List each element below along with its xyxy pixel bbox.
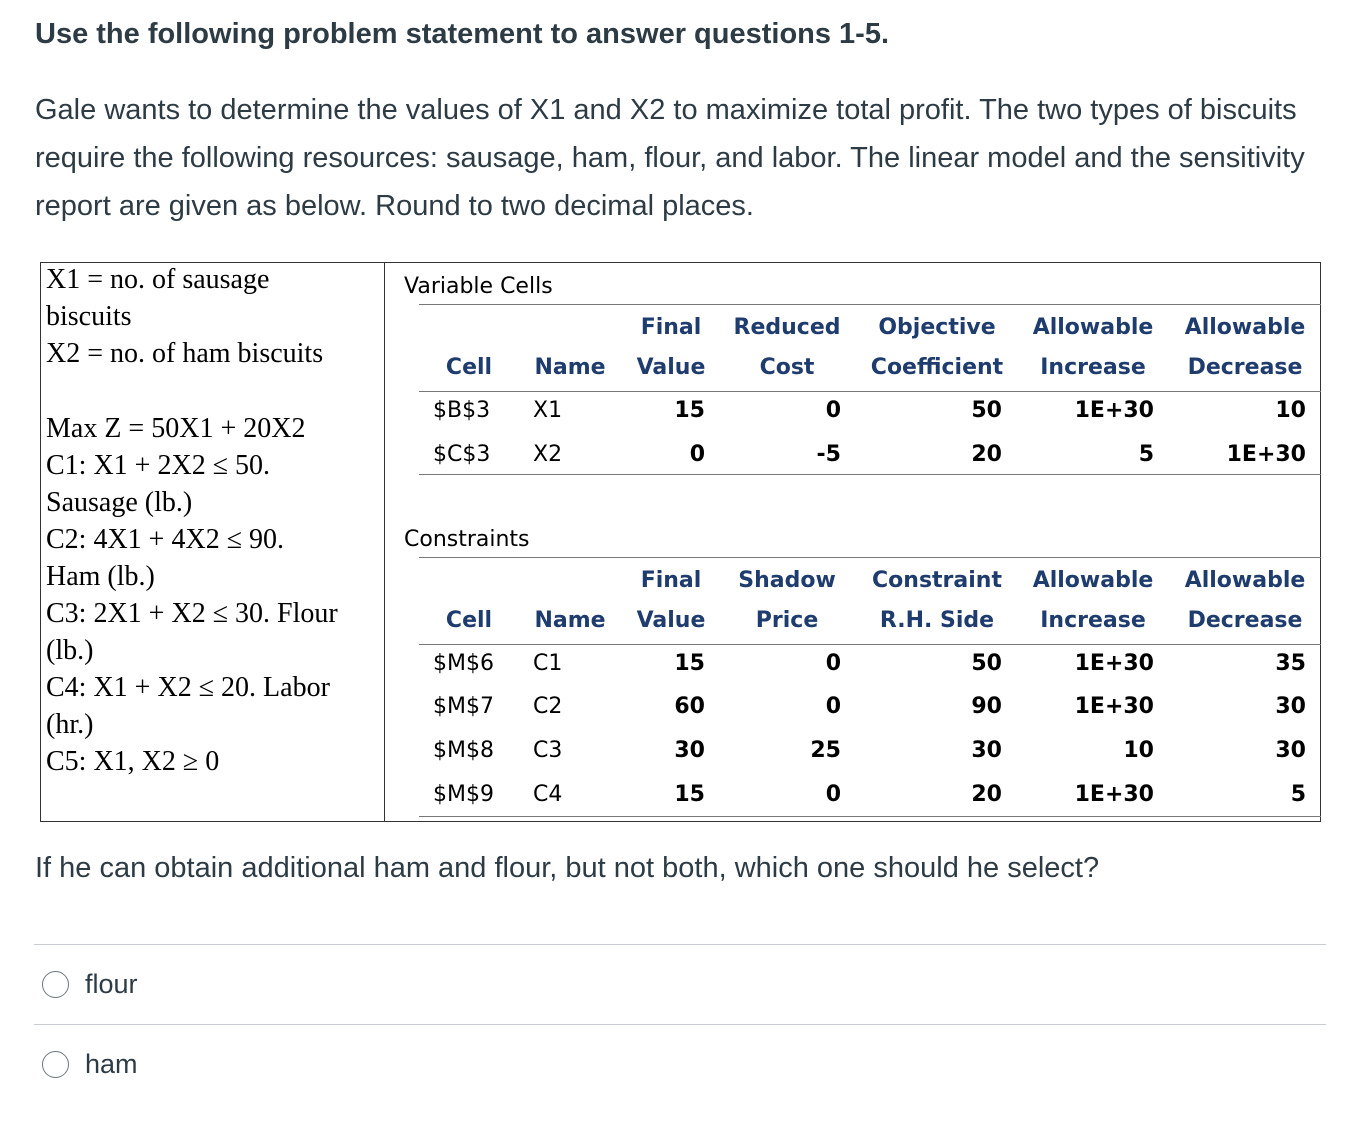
table-cell: 20 xyxy=(971,782,1002,807)
model-line: (hr.) xyxy=(46,709,94,740)
linear-model-column xyxy=(41,263,385,821)
table-rule xyxy=(419,304,1321,305)
column-header: Increase xyxy=(1040,355,1146,380)
column-header: Constraint xyxy=(872,568,1002,593)
table-cell: 1E+30 xyxy=(1226,442,1306,467)
table-cell: C4 xyxy=(533,782,563,807)
radio-button[interactable] xyxy=(42,971,69,998)
table-cell: 30 xyxy=(1275,738,1306,763)
column-header: Cost xyxy=(759,355,815,380)
model-line: X1 = no. of sausage xyxy=(46,264,270,295)
table-cell: 30 xyxy=(1275,694,1306,719)
column-header: Reduced xyxy=(733,315,841,340)
table-cell: 50 xyxy=(971,398,1002,423)
column-header: Allowable xyxy=(1184,315,1306,340)
table-cell: -5 xyxy=(816,442,841,467)
question-text: If he can obtain additional ham and flour, but not both, which one should he select? xyxy=(35,852,1100,884)
table-cell: 50 xyxy=(971,651,1002,676)
table-rule xyxy=(419,474,1321,475)
column-header: Cell xyxy=(445,355,493,380)
column-header: Final xyxy=(640,315,702,340)
table-cell: 10 xyxy=(1123,738,1154,763)
table-cell: 5 xyxy=(1290,782,1306,807)
table-cell: $M$7 xyxy=(433,694,494,719)
table-cell: 15 xyxy=(674,782,705,807)
table-rule xyxy=(419,644,1321,645)
table-rule xyxy=(419,557,1321,558)
table-cell: 30 xyxy=(674,738,705,763)
table-cell: X2 xyxy=(533,442,563,467)
model-line: C2: 4X1 + 4X2 ≤ 90. xyxy=(46,524,285,555)
table-cell: 0 xyxy=(825,694,841,719)
table-cell: 1E+30 xyxy=(1074,398,1154,423)
problem-intro: Gale wants to determine the values of X1 and X2 to maximize total profit. The two types of biscuits require the following resources: sausage, ham, flour, and labor. The linear model and the sensitivity report are given as below. Round to two decimal places. xyxy=(35,94,1305,222)
table-rule xyxy=(419,391,1321,392)
table-cell: 15 xyxy=(674,651,705,676)
model-line: biscuits xyxy=(46,301,132,332)
model-line: Ham (lb.) xyxy=(46,561,155,592)
model-line: Sausage (lb.) xyxy=(46,487,193,518)
answer-divider xyxy=(34,1024,1326,1025)
model-line: C1: X1 + 2X2 ≤ 50. xyxy=(46,450,271,481)
table-cell: 0 xyxy=(689,442,705,467)
column-header: Value xyxy=(636,608,706,633)
table-cell: $M$6 xyxy=(433,651,494,676)
column-header: Allowable xyxy=(1032,568,1154,593)
table-cell: 0 xyxy=(825,398,841,423)
table-cell: 1E+30 xyxy=(1074,694,1154,719)
table-cell: 35 xyxy=(1275,651,1306,676)
model-line: Max Z = 50X1 + 20X2 xyxy=(46,413,306,444)
column-header: Price xyxy=(755,608,819,633)
table-cell: 10 xyxy=(1275,398,1306,423)
column-header: R.H. Side xyxy=(879,608,995,633)
column-header: Name xyxy=(534,355,606,380)
table-cell: C1 xyxy=(533,651,563,676)
table-cell: 20 xyxy=(971,442,1002,467)
table-cell: $B$3 xyxy=(433,398,491,423)
model-line: X2 = no. of ham biscuits xyxy=(46,338,324,369)
column-header: Allowable xyxy=(1184,568,1306,593)
column-header: Decrease xyxy=(1187,355,1303,380)
table-cell: 5 xyxy=(1138,442,1154,467)
table-cell: 30 xyxy=(971,738,1002,763)
model-and-sensitivity-table xyxy=(40,262,1321,822)
problem-heading: Use the following problem statement to answer questions 1-5. xyxy=(35,18,890,50)
table-cell: $M$9 xyxy=(433,782,494,807)
table-cell: C2 xyxy=(533,694,563,719)
model-line: C5: X1, X2 ≥ 0 xyxy=(46,746,220,777)
model-line: (lb.) xyxy=(46,635,94,666)
answer-option-flour[interactable] xyxy=(42,967,138,1001)
column-header: Cell xyxy=(445,608,493,633)
table-cell: 1E+30 xyxy=(1074,782,1154,807)
answer-label: flour xyxy=(85,968,138,999)
table-cell: C3 xyxy=(533,738,563,763)
column-header: Allowable xyxy=(1032,315,1154,340)
constraints-title: Constraints xyxy=(404,527,530,552)
table-cell: $C$3 xyxy=(433,442,491,467)
variable-cells-title: Variable Cells xyxy=(404,274,553,299)
table-cell: 0 xyxy=(825,782,841,807)
radio-button[interactable] xyxy=(42,1051,69,1078)
column-header: Final xyxy=(640,568,702,593)
column-header: Increase xyxy=(1040,608,1146,633)
column-header: Shadow xyxy=(738,568,836,593)
column-header: Coefficient xyxy=(870,355,1004,380)
column-header: Value xyxy=(636,355,706,380)
table-rule xyxy=(419,816,1321,817)
table-cell: 90 xyxy=(971,694,1002,719)
answer-label: ham xyxy=(85,1048,138,1079)
table-cell: 1E+30 xyxy=(1074,651,1154,676)
table-cell: $M$8 xyxy=(433,738,494,763)
column-header: Name xyxy=(534,608,606,633)
column-header: Objective xyxy=(878,315,996,340)
model-line: C3: 2X1 + X2 ≤ 30. Flour xyxy=(46,598,338,629)
table-cell: X1 xyxy=(533,398,563,423)
table-cell: 15 xyxy=(674,398,705,423)
answer-option-ham[interactable] xyxy=(42,1047,138,1081)
answer-divider xyxy=(34,944,1326,945)
table-cell: 0 xyxy=(825,651,841,676)
model-line: C4: X1 + X2 ≤ 20. Labor xyxy=(46,672,330,703)
column-header: Decrease xyxy=(1187,608,1303,633)
table-cell: 60 xyxy=(674,694,705,719)
table-cell: 25 xyxy=(810,738,841,763)
